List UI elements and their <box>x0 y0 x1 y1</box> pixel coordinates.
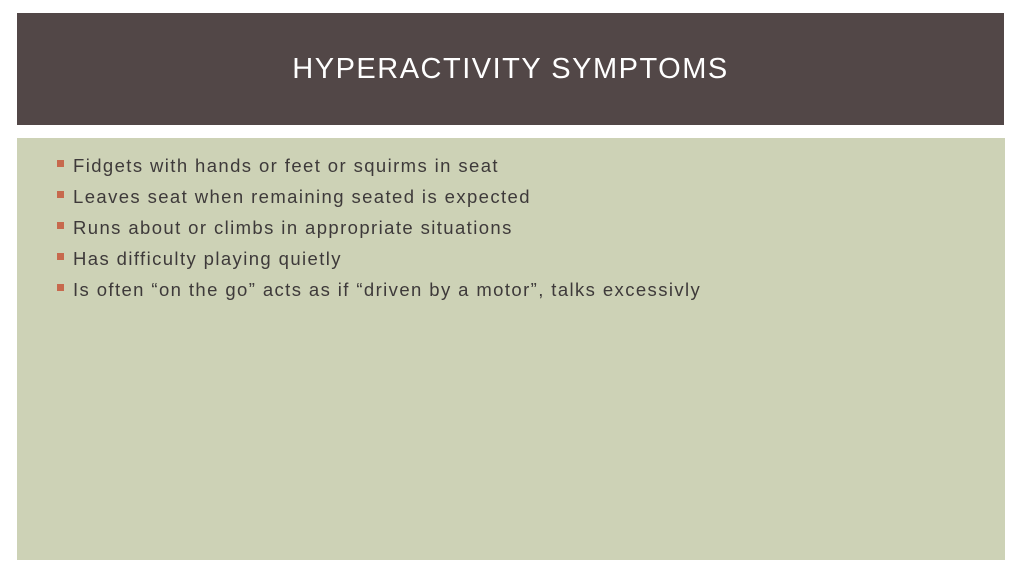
bullet-item <box>57 212 977 243</box>
square-bullet-icon <box>57 253 64 260</box>
bullet-text: Fidgets with hands or feet or squirms in seat <box>73 154 499 176</box>
bullet-text: Runs about or climbs in appropriate situations <box>73 216 513 238</box>
bullet-item <box>57 181 977 212</box>
square-bullet-icon <box>57 284 64 291</box>
content-panel <box>17 138 1005 560</box>
square-bullet-icon <box>57 160 64 167</box>
bullet-text: Is often “on the go” acts as if “driven by a motor”, talks excessivly <box>73 278 702 300</box>
square-bullet-icon <box>57 191 64 198</box>
title-band <box>17 13 1004 125</box>
bullet-text: Leaves seat when remaining seated is expected <box>73 185 531 207</box>
slide-title: HYPERACTIVITY SYMPTOMS <box>292 52 729 85</box>
bullet-item <box>57 243 977 274</box>
square-bullet-icon <box>57 222 64 229</box>
bullet-item <box>57 274 977 305</box>
bullet-text: Has difficulty playing quietly <box>73 247 342 269</box>
bullet-list <box>57 150 977 305</box>
bullet-item <box>57 150 977 181</box>
